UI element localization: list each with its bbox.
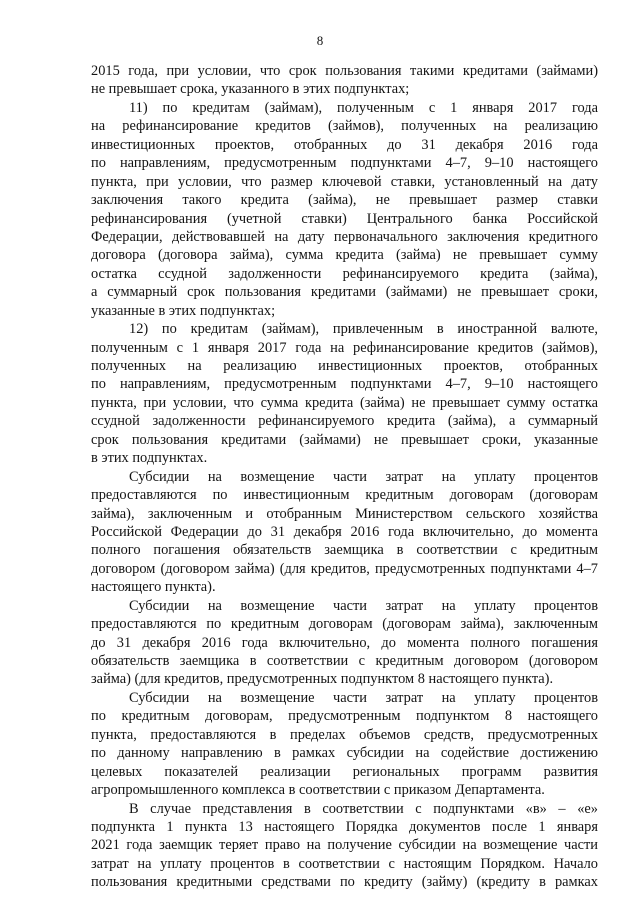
text-line: полученным с 1 января 2017 года на рефинансирование кредитов (займов), <box>91 339 598 356</box>
text-line: подпункта 1 пункта 13 настоящего Порядка документов после 1 января <box>91 818 598 835</box>
text-line: затрат на уплату процентов в соответствии с настоящим Порядком. Начало <box>91 855 598 872</box>
text-line: в этих подпунктах. <box>91 450 208 467</box>
text-line: пункта, предоставляются в пределах объемов средств, предусмотренных <box>91 726 598 743</box>
text-line: срок пользования кредитами (займами) не превышает сроки, указанные <box>91 431 598 448</box>
text-line: не превышает срока, указанного в этих подпунктах; <box>91 81 410 98</box>
text-line: по направлениям, предусмотренным подпунктами 4–7, 9–10 настоящего <box>91 376 598 393</box>
text-line: пункта, при условии, что сумма кредита (займа) не превышает сумму остатка <box>91 394 598 411</box>
text-line: настоящего пункта). <box>91 579 216 596</box>
paragraph <box>91 689 598 800</box>
text-line: Российской Федерации до 31 декабря 2016 года включительно, до момента <box>91 523 598 540</box>
text-line: по направлениям, предусмотренным подпунктами 4–7, 9–10 настоящего <box>91 155 598 172</box>
text-line: заключения такого кредита (займа), не превышает размер ставки <box>91 192 598 209</box>
text-line: 2015 года, при условии, что срок пользования такими кредитами (займами) <box>91 63 598 79</box>
text-line: займа) (для кредитов, предусмотренных подпунктом 8 настоящего пункта). <box>91 671 554 688</box>
text-line: инвестиционных проектов, отобранных до 31 декабря 2016 года <box>91 136 598 153</box>
text-line: полного погашения обязательств заемщика в соответствии с кредитным <box>91 542 598 559</box>
paragraph <box>91 99 598 320</box>
text-line: ссудной задолженности рефинансируемого кредита (займа), а суммарный <box>91 413 598 430</box>
text-line: договора (договора займа), сумма кредита (займа) не превышает сумму <box>91 247 598 264</box>
text-line: Субсидии на возмещение части затрат на уплату процентов <box>129 689 598 706</box>
text-line: указанные в этих подпунктах; <box>91 302 276 319</box>
text-line: остатка ссудной задолженности рефинансируемого кредита (займа), <box>91 265 598 282</box>
text-line: 12) по кредитам (займам), привлеченным в иностранной валюте, <box>129 321 598 338</box>
text-line: займа), заключенным и отобранным Министерством сельского хозяйства <box>91 505 598 522</box>
text-line: рефинансирования (учетной ставки) Центрального банка Российской <box>91 210 598 227</box>
text-line: обязательств заемщика в соответствии с кредитным договором (договором <box>91 653 598 669</box>
text-line: Субсидии на возмещение части затрат на уплату процентов <box>129 597 598 614</box>
text-line: предоставляются по инвестиционным кредитным договорам (договорам <box>91 487 598 504</box>
text-line: агропромышленного комплекса в соответствии с приказом Департамента. <box>91 782 545 799</box>
text-line: В случае представления в соответствии с подпунктами «в» – «е» <box>129 800 598 817</box>
paragraph <box>91 320 598 468</box>
text-line: Субсидии на возмещение части затрат на уплату процентов <box>129 468 598 485</box>
paragraph <box>91 800 598 892</box>
text-line: договором (договором займа) (для кредитов, предусмотренных подпунктами 4–7 <box>91 560 598 577</box>
text-line: по данному направлению в рамках субсидии на содействие достижению <box>91 745 598 762</box>
text-line: целевых показателей реализации региональных программ развития <box>91 763 598 780</box>
text-line: до 31 декабря 2016 года включительно, до момента полного погашения <box>91 634 598 651</box>
text-line: предоставляются по кредитным договорам (договорам займа), заключенным <box>91 616 598 633</box>
document-body <box>91 62 598 892</box>
text-line: а суммарный срок пользования кредитами (займами) не превышает сроки, <box>91 284 598 301</box>
paragraph <box>91 597 598 689</box>
text-line: пункта, при условии, что размер ключевой ставки, установленный на дату <box>91 173 598 190</box>
page-number: 8 <box>316 33 324 48</box>
text-line: на рефинансирование кредитов (займов), полученных на реализацию <box>91 118 598 135</box>
text-line: по кредитным договорам, предусмотренным подпунктом 8 настоящего <box>91 708 598 725</box>
text-line: Федерации, действовавшей на дату первоначального заключения кредитного <box>91 228 598 245</box>
paragraph <box>91 62 598 99</box>
text-line: 11) по кредитам (займам), полученным с 1 января 2017 года <box>129 99 598 116</box>
text-line: 2021 года заемщик теряет право на получение субсидии на возмещение части <box>91 837 598 854</box>
text-line: пользования кредитными средствами по кредиту (займу) (кредиту в рамках <box>91 874 598 891</box>
text-line: полученных на реализацию инвестиционных проектов, отобранных <box>91 358 598 374</box>
paragraph <box>91 468 598 597</box>
